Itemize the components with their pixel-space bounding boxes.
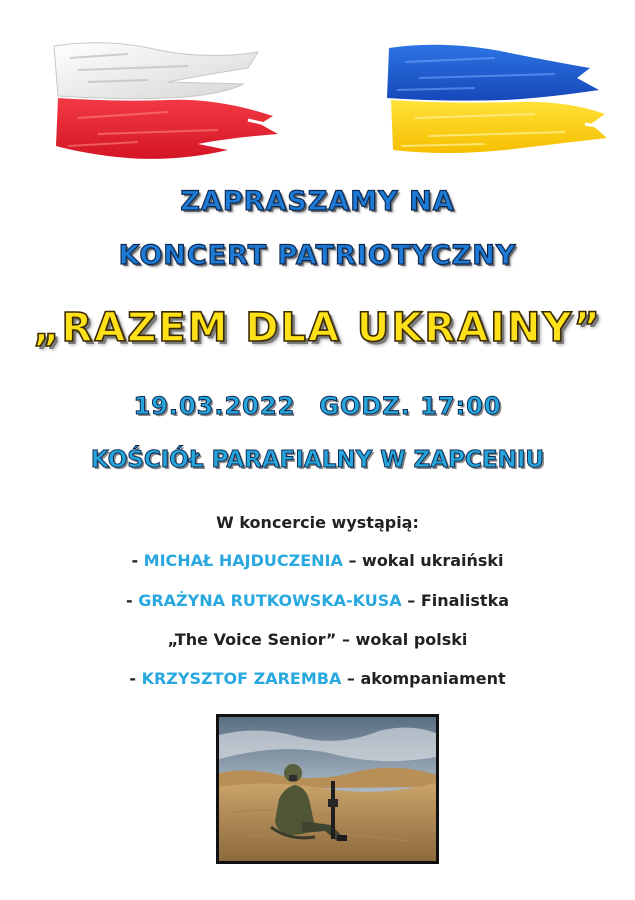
invite-heading: ZAPRASZAMY NA <box>180 186 455 217</box>
concert-type-heading: KONCERT PATRIOTYCZNY <box>118 240 517 271</box>
performer-prefix: - <box>125 591 139 610</box>
performer-line <box>0 591 635 610</box>
concert-title: „RAZEM DLA UKRAINY” <box>33 305 602 351</box>
date-time-line <box>0 392 635 420</box>
performer-role: – wokal ukraiński <box>342 551 504 570</box>
performer-prefix: - <box>131 551 144 570</box>
performer-line <box>0 669 635 688</box>
performer-role: „The Voice Senior” – wokal polski <box>167 630 468 649</box>
performer-name: KRZYSZTOF ZAREMBA <box>141 669 342 688</box>
event-time: GODZ. 17:00 <box>319 392 502 420</box>
event-venue: KOŚCIÓŁ PARAFIALNY W ZAPCENIU <box>90 447 545 473</box>
performer-prefix: - <box>129 669 142 688</box>
performer-line <box>0 551 635 570</box>
performers-heading: W koncercie wystąpią: <box>216 513 419 532</box>
performer-name: GRAŻYNA RUTKOWSKA-KUSA <box>138 591 402 610</box>
ukraine-flag-icon <box>385 38 607 163</box>
performer-line-continued <box>0 630 635 649</box>
soldier-in-desert-photo <box>216 714 439 864</box>
performer-name: MICHAŁ HAJDUCZENIA <box>143 551 343 570</box>
performer-role: – Finalistka <box>401 591 510 610</box>
event-date: 19.03.2022 <box>133 392 296 420</box>
poland-flag-icon <box>48 38 278 163</box>
performer-role: – akompaniament <box>341 669 506 688</box>
